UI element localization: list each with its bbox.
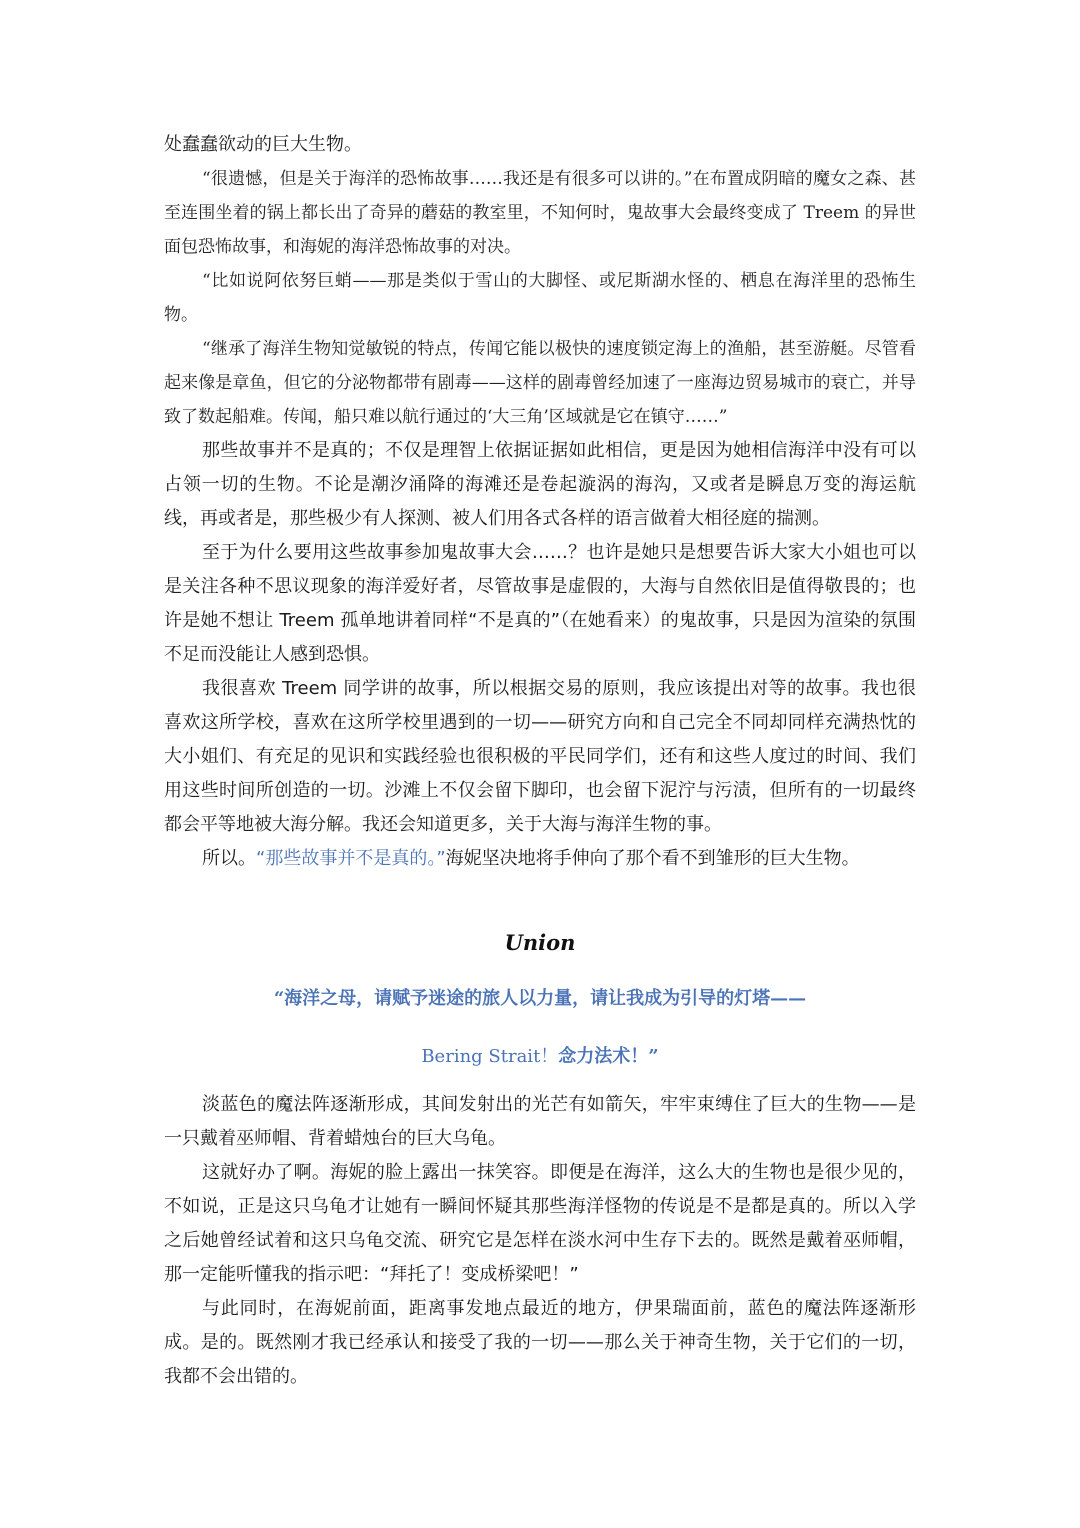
text-heni-reaches: 海妮坚决地将手伸向了那个看不到雏形的巨大生物。 — [445, 848, 860, 869]
paragraph-narration-3: 我很喜欢 Treem 同学讲的故事，所以根据交易的原则，我应该提出对等的故事。我也很喜欢这所学校，喜欢在这所学校里遇到的一切——研究方向和自己完全不同却同样充满热忱的大小姐们、有充足的见识和实践经验也很积极的平民同学们，还有和这些人度过的时间、我们用这些时间所创造的一切。沙滩上不仅会留下脚印，也会留下泥泞与污渍，但所有的一切最终都会平等地被大海分解。我还会知道更多，关于大海与海洋生物的事。 — [164, 678, 916, 835]
paragraph-continuation: 处蠢蠢欲动的巨大生物。 — [164, 134, 362, 155]
paragraph-heni-quote-1: “很遗憾，但是关于海洋的恐怖故事……我还是有很多可以讲的。”在布置成阴暗的魔女之森、甚至连围坐着的锅上都长出了奇异的蘑菇的教室里，不知何时，鬼故事大会最终变成了 Treem 的异世面包恐怖故事，和海妮的海洋恐怖故事的对决。 — [164, 169, 916, 257]
chant-spell-name: Bering Strait！ — [421, 1046, 559, 1067]
text-so: 所以。 — [202, 848, 256, 869]
chant-line-1: “海洋之母，请赋予迷途的旅人以力量，请让我成为引导的灯塔—— — [273, 988, 807, 1009]
paragraph-narration-2: 至于为什么要用这些故事参加鬼故事大会……？也许是她只是想要告诉大家大小姐也可以是关注各种不思议现象的海洋爱好者，尽管故事是虚假的，大海与自然依旧是值得敬畏的；也许是她不想让 Treem 孤单地讲着同样“不是真的”（在她看来）的鬼故事，只是因为渲染的氛围不足而没能让人感到恐惧。 — [164, 542, 916, 665]
chant-spell-cn: 念力法术！” — [558, 1046, 659, 1067]
paragraph-narration-4 — [164, 842, 916, 876]
section-title: Union — [504, 930, 576, 955]
chant-line-2 — [164, 1042, 916, 1072]
paragraph-narration-6: 这就好办了啊。海妮的脸上露出一抹笑容。即便是在海洋，这么大的生物也是很少见的，不如说，正是这只乌龟才让她有一瞬间怀疑其那些海洋怪物的传说是不是都是真的。所以入学之后她曾经试着和这只乌龟交流、研究它是怎样在淡水河中生存下去的。既然是戴着巫师帽，那一定能听懂我的指示吧：“拜托了！变成桥梁吧！” — [164, 1162, 916, 1285]
paragraph-heni-quote-2: “比如说阿依努巨蛸——那是类似于雪山的大脚怪、或尼斯湖水怪的、栖息在海洋里的恐怖生物。 — [164, 271, 916, 325]
paragraph-narration-1: 那些故事并不是真的；不仅是理智上依据证据如此相信，更是因为她相信海洋中没有可以占领一切的生物。不论是潮汐涌降的海滩还是卷起漩涡的海沟，又或者是瞬息万变的海运航线，再或者是，那些极少有人探测、被人们用各式各样的语言做着大相径庭的揣测。 — [164, 440, 916, 529]
paragraph-narration-5: 淡蓝色的魔法阵逐渐形成，其间发射出的光芒有如箭矢，牢牢束缚住了巨大的生物——是一只戴着巫师帽、背着蜡烛台的巨大乌龟。 — [164, 1094, 916, 1149]
highlighted-quote: “那些故事并不是真的。” — [256, 848, 446, 869]
paragraph-narration-7: 与此同时，在海妮前面，距离事发地点最近的地方，伊果瑞面前，蓝色的魔法阵逐渐形成。是的。既然刚才我已经承认和接受了我的一切——那么关于神奇生物，关于它们的一切，我都不会出错的。 — [164, 1298, 916, 1387]
document-page — [164, 128, 916, 1394]
paragraph-heni-quote-3: “继承了海洋生物知觉敏锐的特点，传闻它能以极快的速度锁定海上的渔船，甚至游艇。尽管看起来像是章鱼，但它的分泌物都带有剧毒——这样的剧毒曾经加速了一座海边贸易城市的衰亡，并导致了数起船难。传闻，船只难以航行通过的‘大三角’区域就是它在镇守……” — [164, 339, 916, 427]
